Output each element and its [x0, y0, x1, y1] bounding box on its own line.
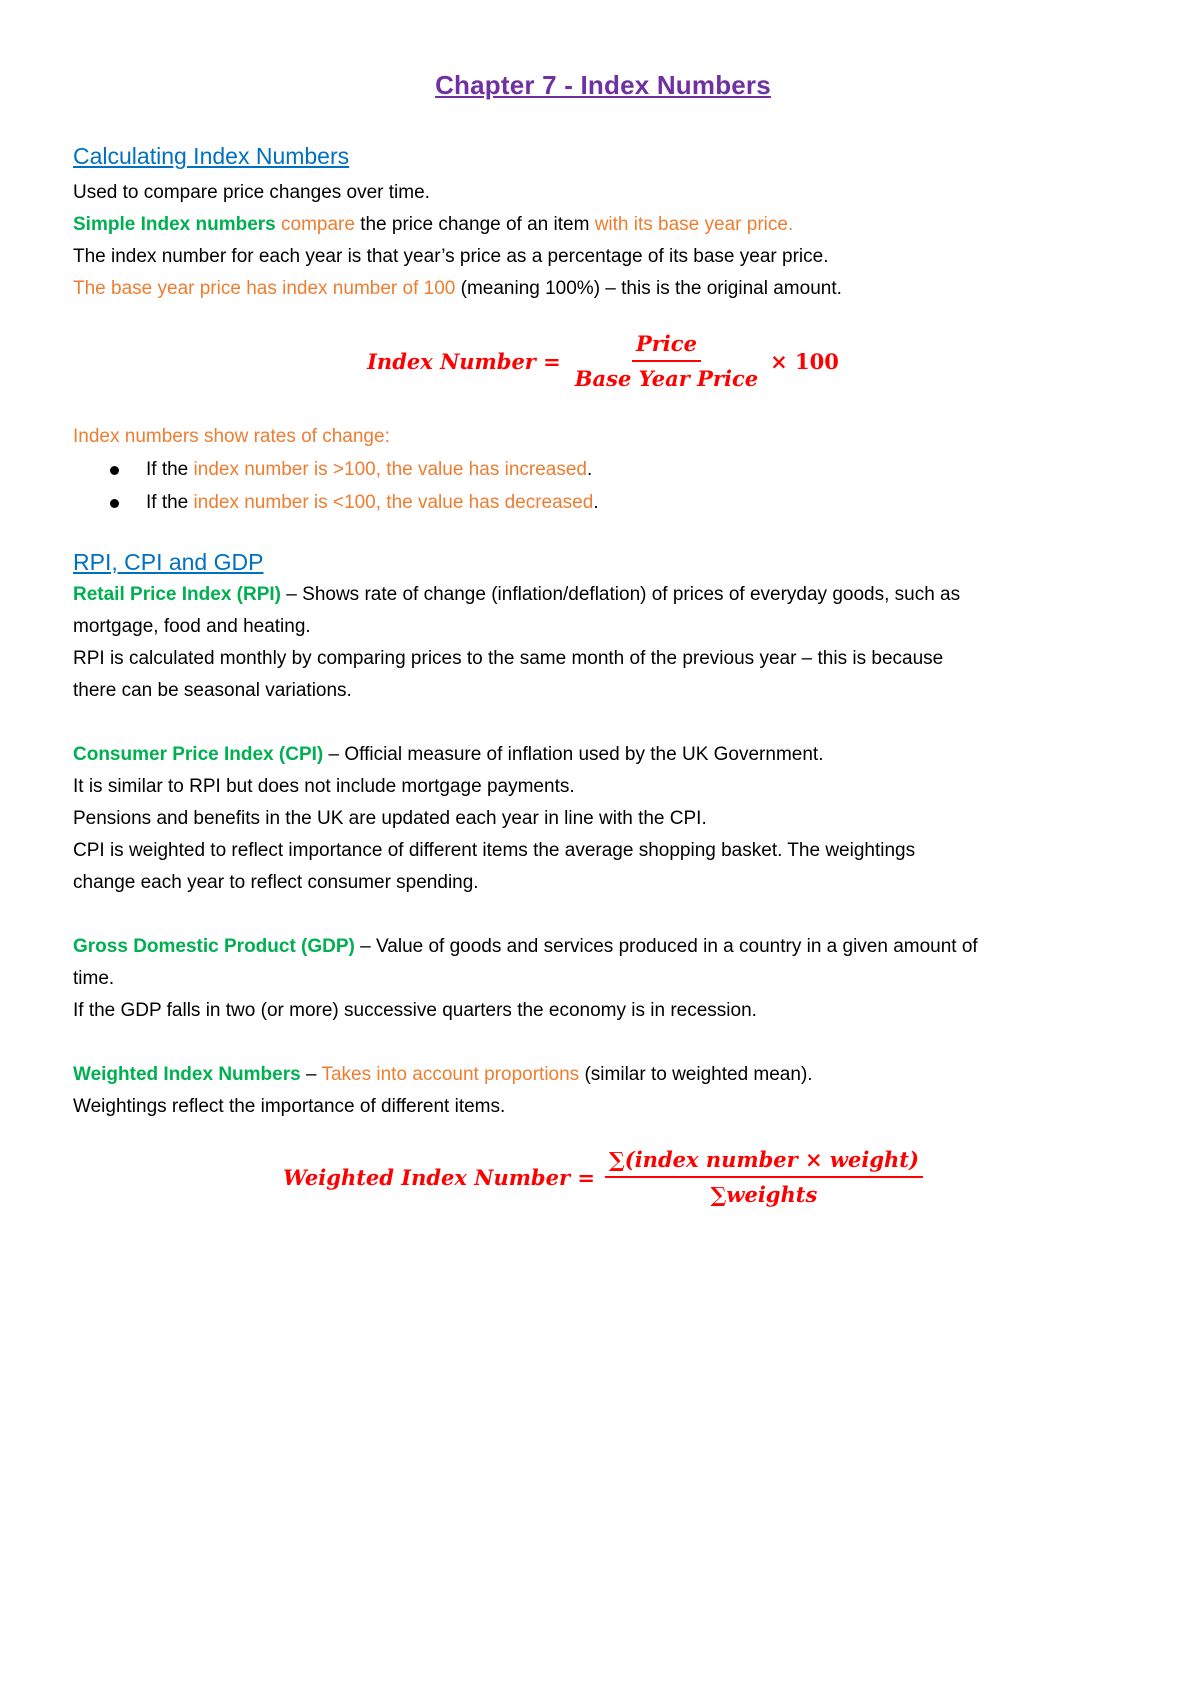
formula-lhs: Index Number = — [367, 348, 561, 374]
term-gdp: Gross Domestic Product (GDP) — [73, 936, 355, 957]
list-item — [73, 486, 1133, 519]
plain-text: – Shows rate of change (inflation/deflation) of prices of everyday goods, such as — [281, 584, 961, 605]
highlight-text: Takes into account proportions — [321, 1064, 580, 1085]
paragraph-line — [73, 1059, 1133, 1091]
spacer — [73, 707, 1133, 739]
paragraph-line: there can be seasonal variations. — [73, 680, 352, 701]
bullet-icon — [110, 466, 119, 475]
term-weighted-index: Weighted Index Numbers — [73, 1064, 301, 1085]
formula-denominator: ∑weights — [710, 1182, 818, 1207]
paragraph-line: The index number for each year is that year’s price as a percentage of its base year price. — [73, 246, 829, 267]
formula-denominator: Base Year Price — [574, 366, 759, 391]
plain-text: . — [586, 459, 593, 480]
section-heading-calculating: Calculating Index Numbers — [73, 143, 350, 169]
highlight-text: with its base year price. — [594, 214, 794, 235]
plain-text: – Value of goods and services produced in a country in a given amount of — [354, 936, 978, 957]
paragraph-line — [73, 739, 1133, 771]
paragraph-line: change each year to reflect consumer spending. — [73, 872, 479, 893]
change-intro: Index numbers show rates of change: — [73, 426, 390, 447]
highlight-text: compare — [275, 214, 355, 235]
formula-multiplier: × 100 — [770, 348, 839, 374]
paragraph-line: Weightings reflect the importance of different items. — [73, 1096, 506, 1117]
plain-text: . — [593, 492, 599, 513]
plain-text: If the — [146, 459, 194, 480]
spacer — [73, 1027, 1133, 1059]
paragraph-line: time. — [73, 968, 115, 989]
bullet-icon — [110, 499, 119, 508]
paragraph-line: RPI is calculated monthly by comparing prices to the same month of the previous year – this is because — [73, 648, 944, 669]
spacer — [73, 519, 1133, 547]
paragraph-line: mortgage, food and heating. — [73, 616, 311, 637]
plain-text: (similar to weighted mean). — [579, 1064, 813, 1085]
paragraph-line — [73, 579, 1133, 611]
paragraph-line: CPI is weighted to reflect importance of different items the average shopping basket. The weightings — [73, 840, 916, 861]
paragraph-line: It is similar to RPI but does not include mortgage payments. — [73, 776, 575, 797]
formula-fraction — [571, 331, 762, 391]
plain-text: (meaning 100%) – this is the original amount. — [455, 278, 842, 299]
highlight-text: The base year price has index number of 100 — [73, 278, 456, 299]
formula-fraction — [605, 1147, 923, 1207]
index-number-formula — [73, 331, 1133, 391]
change-bullet-list — [73, 453, 1133, 519]
section-heading-rpi-cpi-gdp: RPI, CPI and GDP — [73, 549, 264, 575]
plain-text: the price change of an item — [354, 214, 595, 235]
formula-numerator: Price — [632, 331, 701, 362]
spacer — [73, 899, 1133, 931]
plain-text: If the — [146, 492, 194, 513]
paragraph-line — [73, 273, 1133, 305]
paragraph-line: If the GDP falls in two (or more) successive quarters the economy is in recession. — [73, 1000, 757, 1021]
term-rpi: Retail Price Index (RPI) — [73, 584, 282, 605]
paragraph-line: Used to compare price changes over time. — [73, 182, 430, 203]
paragraph-line — [73, 209, 1133, 241]
plain-text: – — [300, 1064, 322, 1085]
highlight-text: index number is >100, the value has increased — [193, 459, 587, 480]
list-item — [73, 453, 1133, 486]
plain-text: – Official measure of inflation used by the UK Government. — [323, 744, 824, 765]
term-cpi: Consumer Price Index (CPI) — [73, 744, 324, 765]
paragraph-line: Pensions and benefits in the UK are updated each year in line with the CPI. — [73, 808, 707, 829]
highlight-text: index number is <100, the value has decreased — [193, 492, 594, 513]
term-simple-index: Simple Index numbers — [73, 214, 276, 235]
document-page — [73, 70, 1133, 1237]
formula-lhs: Weighted Index Number = — [283, 1164, 595, 1190]
page-title: Chapter 7 - Index Numbers — [435, 70, 771, 100]
weighted-index-formula — [73, 1147, 1133, 1207]
formula-numerator: ∑(index number × weight) — [605, 1147, 923, 1178]
paragraph-line — [73, 931, 1133, 963]
